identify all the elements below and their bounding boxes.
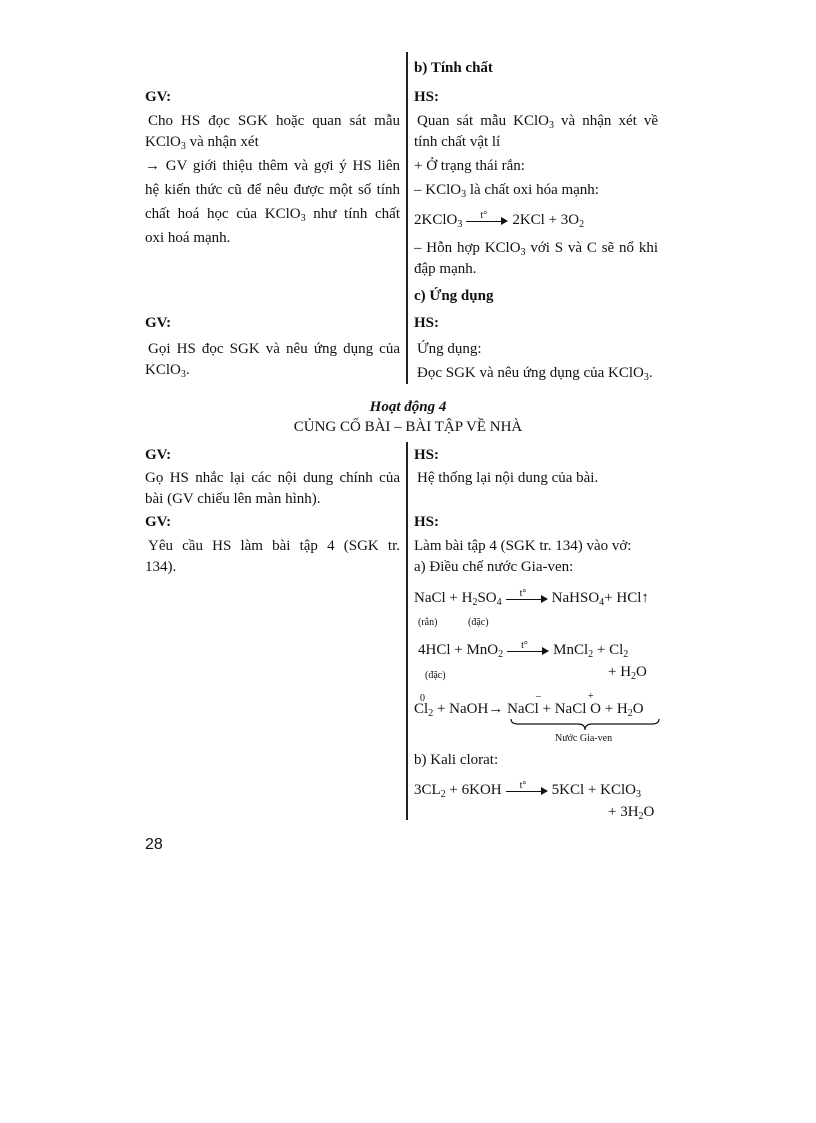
gv-text-line: chất hoá học của KClO$_3$ như tính chất bbox=[145, 206, 400, 224]
state-note: (đặc) bbox=[468, 617, 489, 628]
hs-text-line: Quan sát mẫu KClO$_3$ và nhận xét về bbox=[417, 113, 658, 131]
equation-product: + $H_2O$ bbox=[608, 664, 647, 682]
equation-product: + $3H_2O$ bbox=[608, 804, 655, 822]
hs-label: HS: bbox=[414, 315, 440, 331]
oxidation-number: 0 bbox=[420, 693, 425, 704]
gv-text-line: oxi hoá mạnh. bbox=[145, 230, 231, 246]
gv-label: GV: bbox=[145, 447, 172, 463]
hs-text-line: Hệ thống lại nội dung của bài. bbox=[417, 470, 599, 486]
hs-text-line: tính chất vật lí bbox=[414, 134, 501, 150]
reaction-arrow-icon: t° bbox=[506, 785, 548, 797]
hs-text-line: + Ở trạng thái rắn: bbox=[414, 158, 525, 174]
hs-text-line: Ứng dụng: bbox=[417, 341, 482, 357]
gv-text-line: KClO$_3$. bbox=[145, 362, 190, 380]
heading-tinh-chat: b) Tính chất bbox=[414, 60, 493, 76]
gv-text-line: hệ kiến thức cũ để nêu được một số tính bbox=[145, 182, 400, 198]
oxidation-number: – bbox=[536, 691, 541, 702]
hs-label: HS: bbox=[414, 89, 440, 105]
gv-text-line: Yêu cầu HS làm bài tập 4 (SGK tr. bbox=[148, 538, 400, 554]
oxidation-number: + bbox=[588, 691, 594, 702]
gv-label: GV: bbox=[145, 89, 172, 105]
hs-text-line: Làm bài tập 4 (SGK tr. 134) vào vở: bbox=[414, 538, 632, 554]
reaction-arrow-icon: t° bbox=[506, 593, 548, 605]
brace-label: Nước Gia-ven bbox=[555, 733, 613, 744]
column-divider-top bbox=[406, 52, 408, 384]
hs-text-line: b) Kali clorat: bbox=[414, 752, 499, 768]
hs-text-line: – KClO$_3$ là chất oxi hóa mạnh: bbox=[414, 182, 599, 200]
equation-javel-water: $Cl_2$ + NaOH→ NaCl + NaCl $O + H_2O$ bbox=[414, 701, 644, 719]
hs-text-line: đập mạnh. bbox=[414, 261, 477, 277]
hs-label: HS: bbox=[414, 514, 440, 530]
gv-text-line: Gọi HS đọc SGK và nêu ứng dụng của bbox=[148, 341, 400, 357]
hs-text-line: Đọc SGK và nêu ứng dụng của KClO$_3$. bbox=[417, 365, 653, 383]
hs-label: HS: bbox=[414, 447, 440, 463]
activity-title: Hoạt động 4 bbox=[369, 399, 447, 415]
hs-text-line: a) Điều chế nước Gia-ven: bbox=[414, 559, 574, 575]
heading-ung-dung: c) Ứng dụng bbox=[414, 288, 494, 304]
gv-text-line: KClO$_3$ và nhận xét bbox=[145, 134, 259, 152]
equation-hcl-preparation: NaCl + $H_2SO_4$ t° NaHSO$_4$+ HCl↑ bbox=[414, 587, 649, 608]
equation-chlorine-preparation: 4HCl + MnO$_2$ t° MnCl$_2$ + $Cl_2$ bbox=[418, 639, 629, 660]
gv-text-line: Gọ HS nhắc lại các nội dung chính của bbox=[145, 470, 400, 486]
gv-text-line: 134). bbox=[145, 559, 177, 575]
state-note: (rắn) bbox=[418, 617, 438, 628]
reaction-arrow-icon: t° bbox=[507, 645, 549, 657]
gv-text-line: Cho HS đọc SGK hoặc quan sát mẫu bbox=[148, 113, 400, 129]
hs-text-line: – Hỗn hợp KClO$_3$ với S và C sẽ nổ khi bbox=[414, 240, 658, 258]
gv-text-line: → GV giới thiệu thêm và gợi ý HS liên bbox=[145, 158, 400, 174]
activity-subtitle: CỦNG CỐ BÀI – BÀI TẬP VỀ NHÀ bbox=[293, 419, 523, 435]
gv-text-line: bài (GV chiếu lên màn hình). bbox=[145, 491, 321, 507]
page-number: 28 bbox=[145, 836, 163, 853]
gv-label: GV: bbox=[145, 514, 172, 530]
column-divider-bottom bbox=[406, 442, 408, 820]
equation-kclo3-decomposition: 2KClO$_3$ t° $2KCl + 3O_2$ bbox=[414, 209, 585, 230]
state-note: (đặc) bbox=[425, 670, 446, 681]
reaction-arrow-icon: t° bbox=[466, 215, 508, 227]
equation-potassium-chlorate: $3CL_2 + 6KOH$ t° 5KCl + KClO$_3$ bbox=[414, 779, 641, 800]
gv-label: GV: bbox=[145, 315, 172, 331]
